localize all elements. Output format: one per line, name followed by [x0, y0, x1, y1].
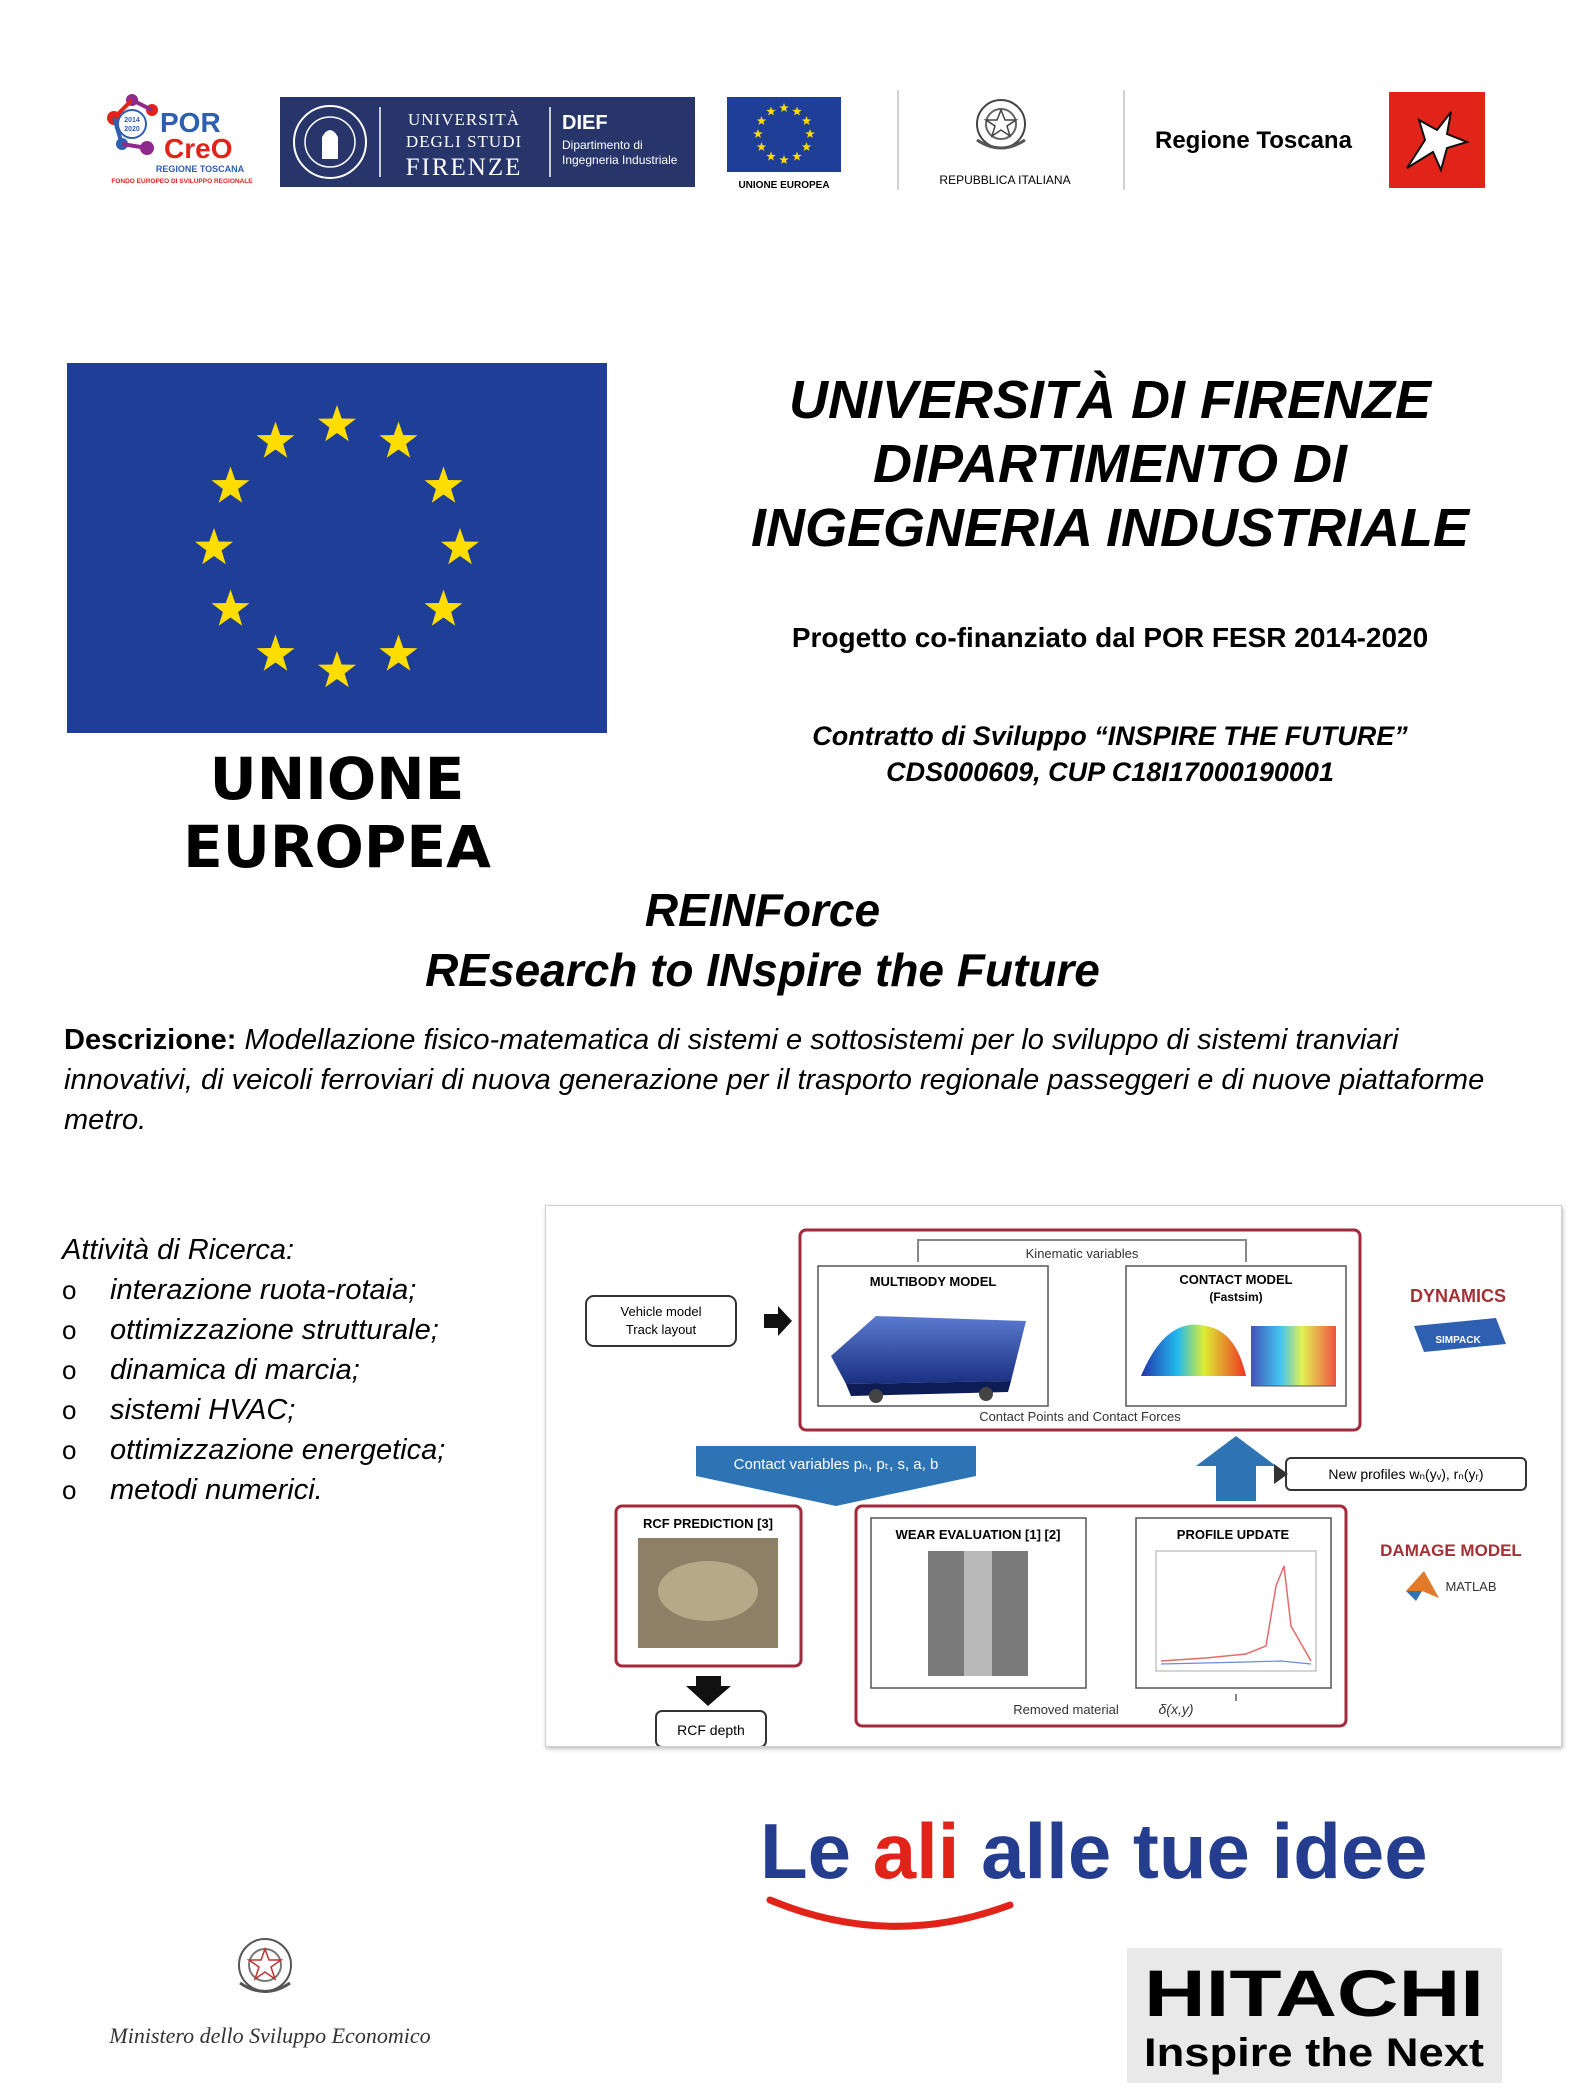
- new-profiles-label: New profiles wₙ(yᵥ), rₙ(yᵣ): [1328, 1466, 1484, 1482]
- list-item: o ottimizzazione energetica;: [62, 1430, 542, 1470]
- italian-emblem-icon: [977, 100, 1025, 148]
- dief-sub2: Ingegneria Industriale: [562, 153, 678, 167]
- slogan-text: Le ali alle tue idee: [760, 1807, 1428, 1895]
- repubblica-caption: REPUBBLICA ITALIANA: [939, 173, 1071, 187]
- ministero-emblem-icon: [239, 1939, 291, 1992]
- eu-small-caption: UNIONE EUROPEA: [738, 180, 830, 191]
- simpack-logo: [1414, 1318, 1506, 1352]
- track-layout-label: Track layout: [625, 1322, 697, 1337]
- contract-info: [700, 718, 1520, 790]
- por-region: REGIONE TOSCANA: [155, 164, 245, 174]
- regione-toscana-logo: [1145, 90, 1485, 190]
- contact-variables-arrow: [696, 1446, 976, 1506]
- por-molecule-icon: [107, 94, 158, 155]
- wear-evaluation-label: WEAR EVALUATION [1] [2]: [895, 1527, 1061, 1542]
- matlab-label: MATLAB: [1445, 1579, 1497, 1594]
- list-item: o interazione ruota-rotaia;: [62, 1270, 542, 1310]
- header-divider: [1123, 90, 1125, 190]
- damage-model-label: DAMAGE MODEL: [1380, 1541, 1522, 1560]
- creo-word: CreO: [164, 133, 233, 164]
- slogan-logo: [760, 1800, 1520, 1940]
- ministero-label: Ministero dello Sviluppo Economico: [109, 2023, 431, 2048]
- contract-line1: Contratto di Sviluppo “INSPIRE THE FUTURE”: [812, 721, 1408, 751]
- cofinance-line: Progetto co-finanziato dal POR FESR 2014-2020: [791, 622, 1429, 653]
- arrow-down-icon: [686, 1676, 731, 1706]
- unifi-line1: UNIVERSITÀ: [408, 110, 520, 129]
- unifi-line3: FIRENZE: [405, 154, 523, 181]
- eu-small-logo: [727, 97, 841, 191]
- eu-flag-caption: UNIONE EUROPEA: [183, 745, 491, 881]
- fastsim-label: (Fastsim): [1209, 1290, 1263, 1304]
- methodology-diagram: [545, 1205, 1562, 1747]
- page-title: [700, 368, 1520, 560]
- list-item: o sistemi HVAC;: [62, 1390, 542, 1430]
- contract-line2: CDS000609, CUP C18I17000190001: [886, 757, 1334, 787]
- dief-label: DIEF: [562, 112, 608, 134]
- vehicle-model-label: Vehicle model: [620, 1304, 702, 1319]
- title-line2: DIPARTIMENTO DI: [872, 434, 1348, 494]
- rcf-depth-label: RCF depth: [677, 1722, 745, 1738]
- research-activities: [62, 1230, 542, 1510]
- project-heading: [0, 880, 1525, 1000]
- dief-sub1: Dipartimento di: [562, 138, 643, 152]
- description-text: Modellazione fisico-matematica di sistemi e sottosistemi per lo sviluppo di sistemi tranviari innovativi, di veicoli ferroviari di nuova generazione per il trasporto regionale passeggeri e di nuove piattaforme metro.: [64, 1024, 1485, 1136]
- por-word: POR: [160, 107, 221, 138]
- project-name: REINForce: [644, 884, 881, 936]
- hitachi-logo: [1127, 1948, 1502, 2083]
- por-years-top: 2014: [124, 117, 140, 124]
- bullet-icon: o: [62, 1395, 77, 1425]
- unifi-line2: DEGLI STUDI: [405, 132, 523, 151]
- bullet-icon: o: [62, 1275, 77, 1305]
- title-line3: INGEGNERIA INDUSTRIALE: [750, 498, 1470, 558]
- activities-heading: Attività di Ricerca:: [62, 1234, 295, 1266]
- profile-plot-icon: [1156, 1551, 1316, 1671]
- por-creo-logo: [92, 88, 272, 188]
- list-item: o ottimizzazione strutturale;: [62, 1310, 542, 1350]
- bullet-icon: o: [62, 1435, 77, 1465]
- hitachi-tagline: Inspire the Next: [1144, 2031, 1484, 2075]
- por-fund: FONDO EUROPEO DI SVILUPPO REGIONALE: [111, 178, 253, 185]
- hitachi-name: HITACHI: [1144, 1956, 1484, 2030]
- bullet-icon: o: [62, 1475, 77, 1505]
- toscana-label: Regione Toscana: [1155, 127, 1352, 154]
- title-line1: UNIVERSITÀ DI FIRENZE: [788, 370, 1432, 430]
- project-subtitle: REsearch to INspire the Future: [425, 944, 1100, 996]
- description-label: Descrizione:: [64, 1024, 237, 1056]
- rcf-prediction-label: RCF PREDICTION [3]: [643, 1516, 773, 1531]
- description: [64, 1020, 1504, 1140]
- unifi-dief-logo: [280, 97, 695, 187]
- contact-variables-label: Contact variables pₙ, pₜ, s, a, b: [733, 1456, 939, 1473]
- list-item: o dinamica di marcia;: [62, 1350, 542, 1390]
- header-divider: [897, 90, 899, 190]
- arrow-right-icon: [764, 1306, 792, 1336]
- multibody-label: MULTIBODY MODEL: [869, 1274, 997, 1289]
- repubblica-logo: [925, 90, 1095, 190]
- contact-points-label: Contact Points and Contact Forces: [979, 1409, 1181, 1424]
- matlab-logo: [1406, 1571, 1497, 1601]
- contact-model-label: CONTACT MODEL: [1179, 1272, 1293, 1287]
- bullet-icon: o: [62, 1315, 77, 1345]
- kinematic-label: Kinematic variables: [1025, 1246, 1139, 1261]
- eu-flag: [67, 363, 607, 733]
- profile-update-label: PROFILE UPDATE: [1176, 1527, 1290, 1542]
- simpack-label: SIMPACK: [1435, 1335, 1481, 1346]
- removed-material-label: Removed material: [1013, 1702, 1119, 1717]
- removed-formula: δ(x,y): [1158, 1701, 1194, 1717]
- arrow-up-icon: [1196, 1436, 1276, 1501]
- por-years-bottom: 2020: [124, 126, 140, 133]
- list-item: o metodi numerici.: [62, 1470, 542, 1510]
- dynamics-label: DYNAMICS: [1409, 1286, 1507, 1306]
- bullet-icon: o: [62, 1355, 77, 1385]
- slogan-wing-icon: [770, 1900, 1010, 1926]
- ministero-logo: [80, 1925, 460, 2060]
